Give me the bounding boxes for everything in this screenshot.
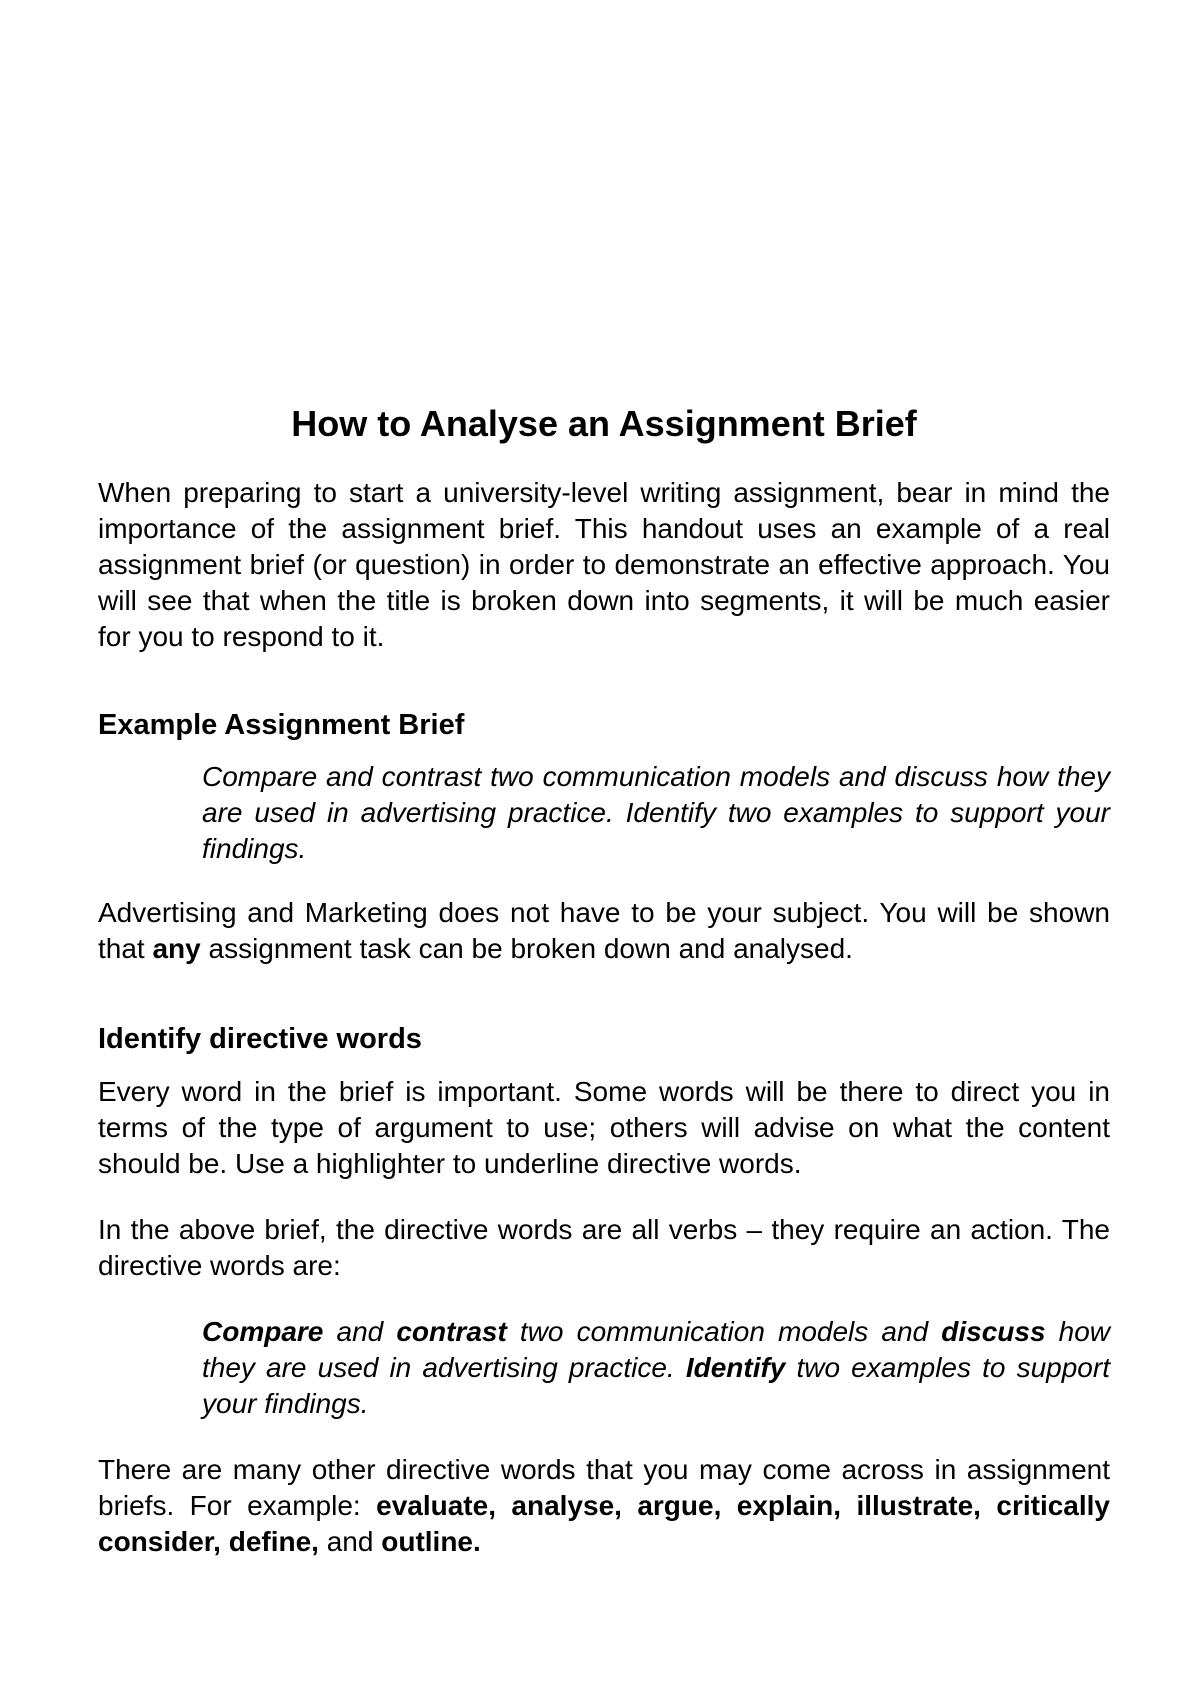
section-heading-directive: Identify directive words (98, 1023, 422, 1056)
section-heading-example: Example Assignment Brief (98, 709, 465, 742)
text-span: two communication models and (506, 1315, 942, 1347)
page-title: How to Analyse an Assignment Brief (291, 403, 917, 444)
directive-example-last: outline. (381, 1525, 481, 1557)
directive-paragraph-2: In the above brief, the directive words are all verbs – they require an action. The directive words are: (98, 1213, 1110, 1281)
text-span: two examples to support your findings. (202, 1351, 1110, 1419)
text-span: There are many other directive words that you may come across in assignment briefs. For example: (98, 1453, 1110, 1521)
text-span: and (323, 1315, 397, 1347)
directive-word: discuss (941, 1315, 1046, 1347)
directive-word: Identify (685, 1351, 786, 1383)
document-page (98, 402, 1110, 1560)
text-span: Advertising and Marketing does not have to be your subject. You will be shown that (98, 897, 1110, 965)
text-span: and (318, 1525, 382, 1557)
directive-paragraph-3 (98, 1452, 1110, 1560)
directive-word: Compare (202, 1315, 324, 1347)
subject-paragraph (98, 895, 1110, 967)
bold-any: any (152, 933, 201, 965)
text-span: how they are used in advertising practice. (202, 1315, 1110, 1383)
intro-paragraph: When preparing to start a university-level writing assignment, bear in mind the importance of the assignment brief. This handout uses an example of a real assignment brief (or question) in order to demonstrate an effective approach. You will see that when the title is broken down into segments, it will be much easier for you to respond to it. (98, 477, 1110, 653)
highlighted-brief (202, 1314, 1110, 1422)
directive-word: contrast (396, 1315, 507, 1347)
example-brief: Compare and contrast two communication models and discuss how they are used in advertising practice. Identify two examples to support your findings. (202, 761, 1110, 865)
directive-paragraph-1: Every word in the brief is important. Some words will be there to direct you in terms of the type of argument to use; others will advise on what the content should be. Use a highlighter to underline directive words. (98, 1075, 1110, 1179)
text-span: assignment task can be broken down and analysed. (200, 933, 853, 965)
directive-examples: evaluate, analyse, argue, explain, illustrate, critically consider, define, (98, 1489, 1110, 1557)
